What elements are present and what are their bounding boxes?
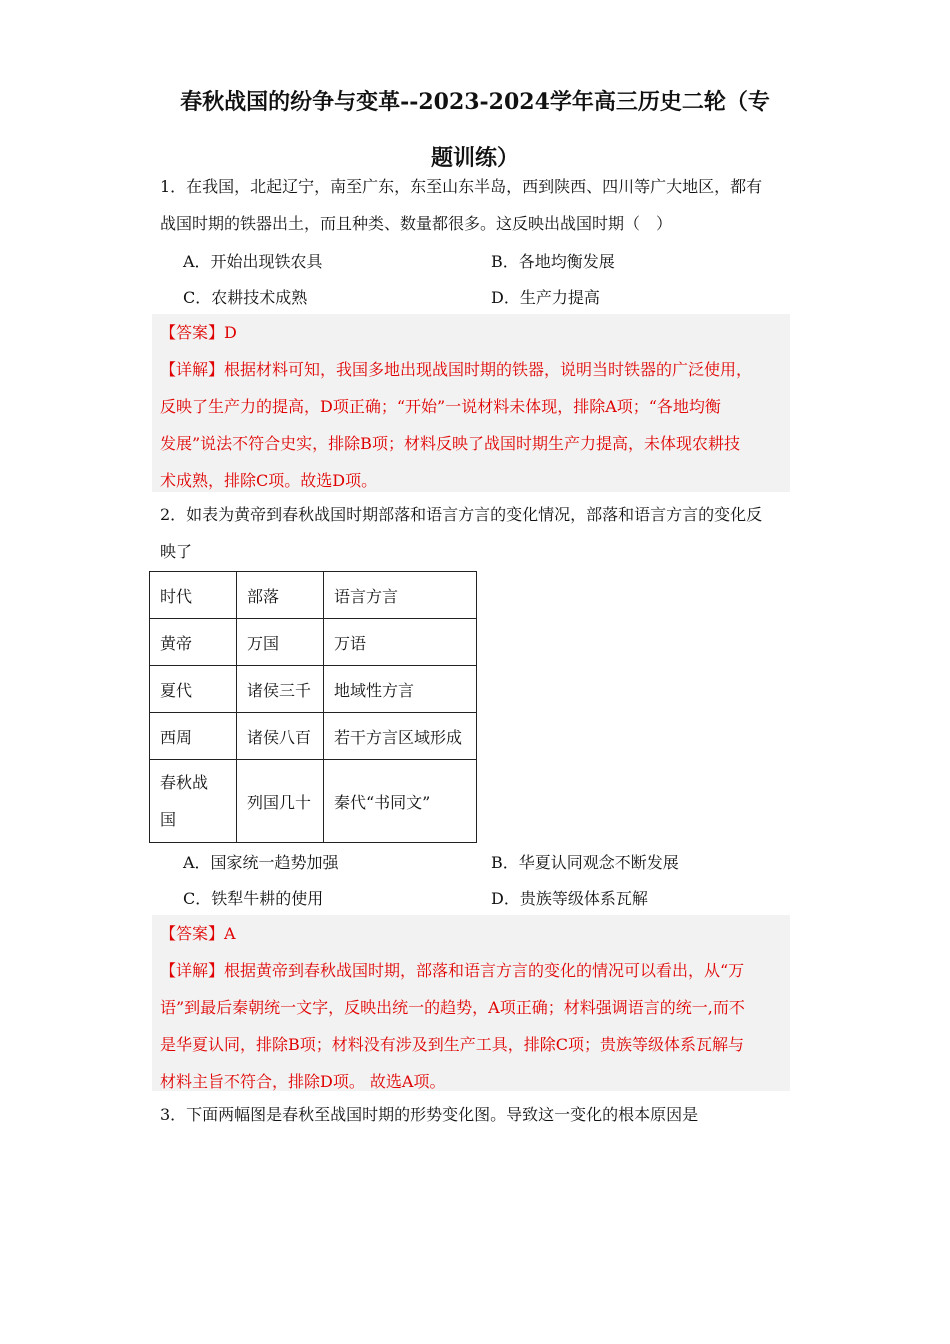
q1-option-b: B．各地均衡发展	[491, 252, 615, 271]
table-cell: 诸侯三千	[237, 666, 324, 713]
table-row	[150, 713, 477, 760]
q1-option-d: D．生产力提高	[491, 288, 600, 307]
table-header-cell: 部落	[237, 572, 324, 619]
q1-explanation-line-1: 【详解】根据材料可知，我国多地出现战国时期的铁器，说明当时铁器的广泛使用，	[160, 360, 753, 379]
question-1-line-1: 1．在我国，北起辽宁，南至广东，东至山东半岛，西到陕西、四川等广大地区，都有	[160, 177, 763, 196]
table-cell: 若干方言区域形成	[324, 713, 477, 760]
title-line-2: 题训练）	[430, 145, 519, 171]
table-cell	[150, 760, 237, 843]
table-header-cell: 语言方言	[324, 572, 477, 619]
q1-explanation-line-4: 术成熟，排除C项。故选D项。	[160, 471, 378, 490]
q2-option-b: B．华夏认同观念不断发展	[491, 853, 679, 872]
q1-answer: 【答案】D	[160, 323, 237, 342]
question-3-line-1: 3．下面两幅图是春秋至战国时期的形势变化图。导致这一变化的根本原因是	[160, 1105, 699, 1124]
table-cell: 诸侯八百	[237, 713, 324, 760]
q1-option-c: C．农耕技术成熟	[183, 288, 308, 307]
q2-answer: 【答案】A	[160, 924, 236, 943]
q2-explanation-line-4: 材料主旨不符合，排除D项。 故选A项。	[160, 1072, 446, 1091]
table-row	[150, 666, 477, 713]
question-1-stem	[160, 168, 790, 242]
question-2-line-2: 映了	[160, 542, 193, 561]
question-1-line-2: 战国时期的铁器出土，而且种类、数量都很多。这反映出战国时期（ ）	[160, 214, 673, 233]
table-cell-line: 春秋战	[160, 773, 209, 792]
q2-answer-box	[152, 915, 790, 1091]
q2-explanation-line-1: 【详解】根据黄帝到春秋战国时期，部落和语言方言的变化的情况可以看出，从“万	[160, 961, 745, 980]
question-2-stem	[160, 496, 790, 570]
table-row	[150, 619, 477, 666]
table-cell: 秦代“书同文”	[324, 760, 477, 843]
table-cell-line: 国	[160, 810, 177, 829]
table-header-row	[150, 572, 477, 619]
table-cell: 西周	[150, 713, 237, 760]
q1-option-a: A．开始出现铁农具	[183, 252, 323, 271]
question-3-stem	[160, 1096, 790, 1133]
table-cell: 夏代	[150, 666, 237, 713]
table-cell: 黄帝	[150, 619, 237, 666]
q2-explanation-line-2: 语”到最后秦朝统一文字，反映出统一的趋势，A项正确；材料强调语言的统一,而不	[160, 998, 745, 1017]
q2-table	[149, 571, 477, 843]
table-cell: 列国几十	[237, 760, 324, 843]
table-cell: 万语	[324, 619, 477, 666]
q2-option-c: C．铁犁牛耕的使用	[183, 889, 324, 908]
table-cell: 万国	[237, 619, 324, 666]
table-row	[150, 760, 477, 843]
title-line-1: 春秋战国的纷争与变革--2023-2024学年高三历史二轮（专	[180, 89, 770, 115]
q1-explanation-line-2: 反映了生产力的提高，D项正确；“开始”一说材料未体现，排除A项；“各地均衡	[160, 397, 721, 416]
q1-answer-box	[152, 314, 790, 492]
table-header-cell: 时代	[150, 572, 237, 619]
table-cell: 地域性方言	[324, 666, 477, 713]
q2-option-a: A．国家统一趋势加强	[183, 853, 339, 872]
question-2-line-1: 2．如表为黄帝到春秋战国时期部落和语言方言的变化情况，部落和语言方言的变化反	[160, 505, 763, 524]
q1-explanation-line-3: 发展”说法不符合史实，排除B项；材料反映了战国时期生产力提高，未体现农耕技	[160, 434, 740, 453]
q2-explanation-line-3: 是华夏认同，排除B项；材料没有涉及到生产工具，排除C项；贵族等级体系瓦解与	[160, 1035, 745, 1054]
q2-option-d: D．贵族等级体系瓦解	[491, 889, 648, 908]
